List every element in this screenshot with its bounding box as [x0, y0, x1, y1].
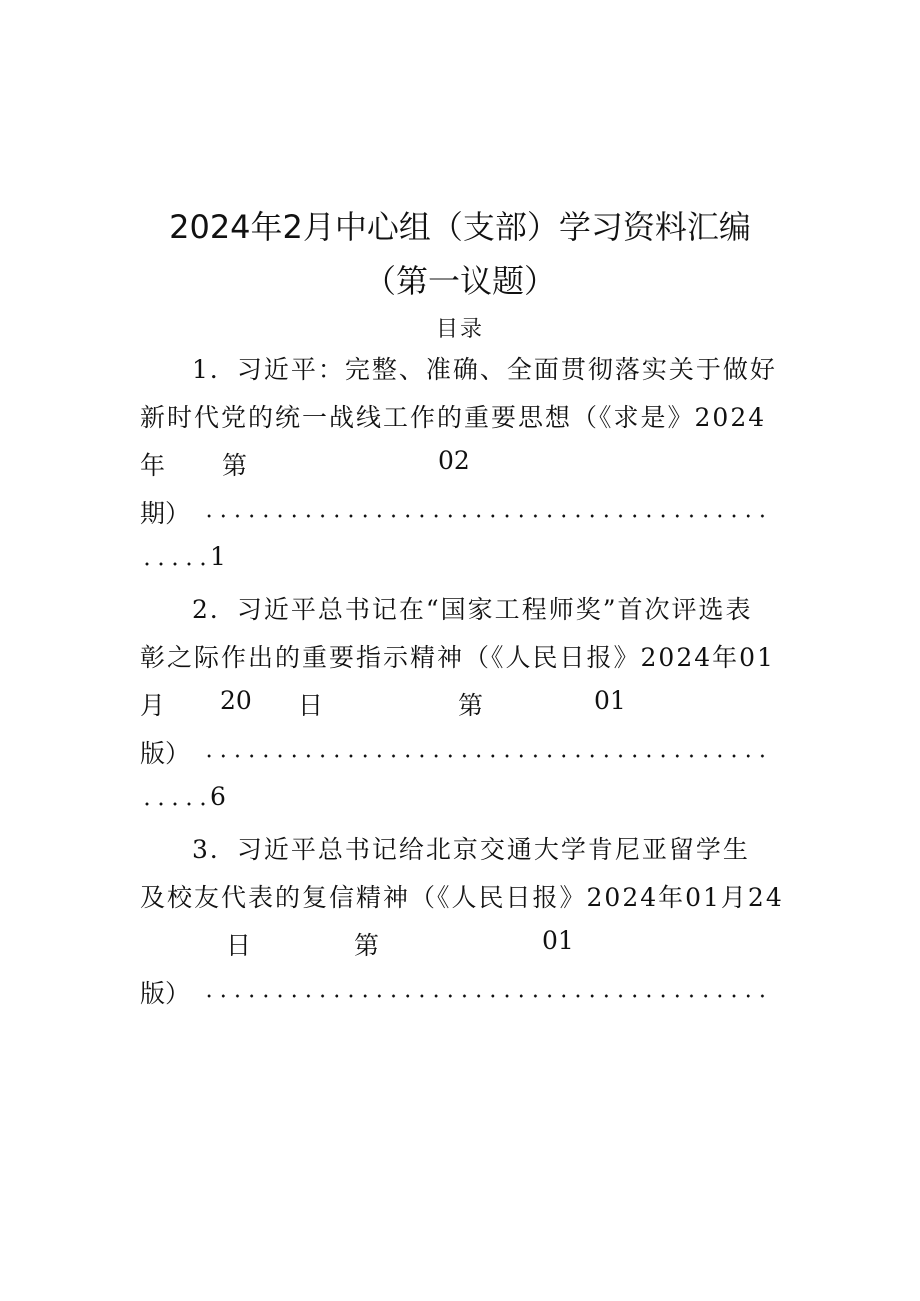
- toc-entry-3-line2[interactable]: 及校友代表的复信精神（《人民日报》2024年01月24: [140, 883, 784, 912]
- toc-entry-1-issue-suffix: 期）: [140, 499, 191, 528]
- document-subtitle: （第一议题）: [363, 262, 556, 300]
- toc-entry-3-token: 日: [226, 931, 252, 960]
- toc-entry-2-token: 第: [458, 691, 484, 720]
- toc-entry-3-edition-suffix: 版）: [140, 979, 191, 1008]
- toc-entry-2-line1[interactable]: 2．习近平总书记在“国家工程师奖”首次评选表: [192, 595, 753, 624]
- toc-entry-2-page-line[interactable]: [140, 782, 790, 818]
- toc-entry-1-page-line[interactable]: [140, 542, 790, 578]
- toc-leader-dots: [202, 994, 772, 998]
- toc-entry-1-line2[interactable]: 新时代党的统一战线工作的重要思想（《求是》2024: [140, 403, 767, 432]
- toc-entry-2-line4[interactable]: [140, 734, 790, 770]
- toc-entry-2-line3[interactable]: [140, 686, 790, 722]
- toc-entry-2-token: 01: [594, 686, 626, 715]
- toc-entry-2-page-number: 6: [210, 782, 226, 811]
- toc-entry-1-line3[interactable]: [140, 446, 790, 482]
- toc-leader-dots: [202, 754, 772, 758]
- toc-entry-3-token: 01: [542, 926, 574, 955]
- document-title: 2024年2月中心组（支部）学习资料汇编: [169, 208, 751, 246]
- toc-entry-3-line1[interactable]: 3．习近平总书记给北京交通大学肯尼亚留学生: [192, 835, 750, 864]
- toc-entry-2-edition-suffix: 版）: [140, 739, 191, 768]
- toc-entry-3-line3[interactable]: [140, 926, 790, 962]
- toc-entry-2-token: 月: [140, 691, 166, 720]
- toc-entry-3-token: 第: [354, 931, 380, 960]
- toc-entry-3-line4[interactable]: [140, 974, 790, 1010]
- toc-entry-2-token: 日: [298, 691, 324, 720]
- toc-entry-1-token: 年: [140, 451, 166, 480]
- toc-entry-1-token: 第: [222, 451, 248, 480]
- toc-entry-1-line1[interactable]: 1．习近平：完整、准确、全面贯彻落实关于做好: [192, 355, 777, 384]
- toc-entry-2-line2[interactable]: 彰之际作出的重要指示精神（《人民日报》2024年01: [140, 643, 775, 672]
- toc-entry-1-page-number: 1: [210, 542, 226, 571]
- toc-leader-dots: [140, 802, 210, 806]
- toc-entry-1-line4[interactable]: [140, 494, 790, 530]
- toc-heading: 目录: [435, 317, 484, 342]
- toc-entry-1-token: 02: [438, 446, 470, 475]
- toc-entry-2-token: 20: [220, 686, 252, 715]
- toc-leader-dots: [202, 514, 772, 518]
- toc-leader-dots: [140, 562, 210, 566]
